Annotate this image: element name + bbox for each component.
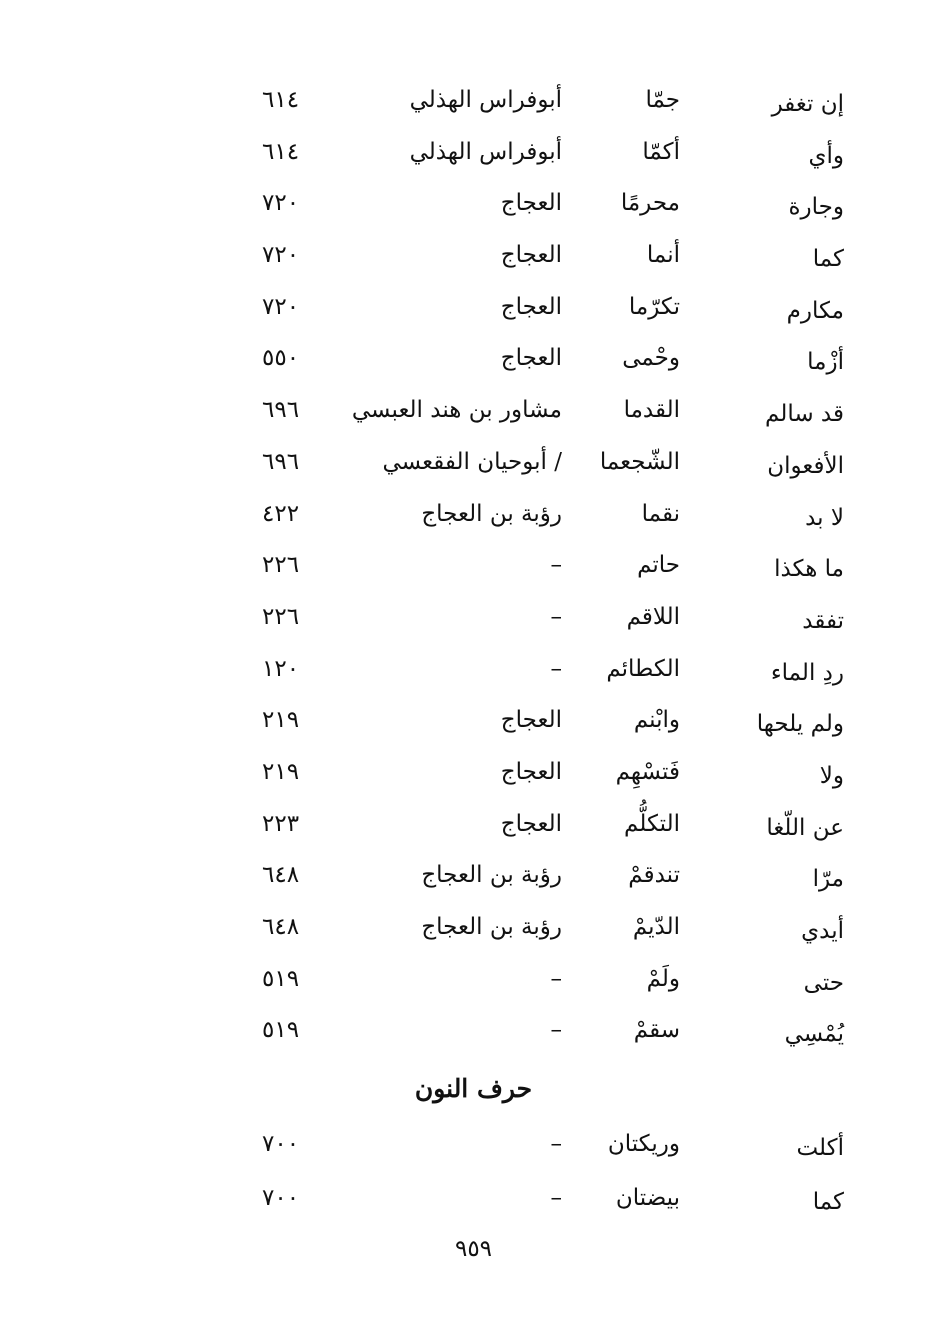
verse-end: تندقمْ	[628, 862, 680, 889]
verse-end: محرمًا	[620, 190, 680, 217]
verse-end: وحْمى	[622, 345, 680, 372]
table-row	[0, 130, 947, 182]
page-reference: ٦٩٦	[262, 448, 300, 475]
verse-start: كما	[812, 246, 844, 273]
verse-start: وجارة	[788, 194, 844, 221]
rhyme-index-table-nun	[0, 1122, 947, 1230]
page-reference: ٦٩٦	[262, 397, 300, 424]
page-reference: ٢٢٦	[262, 552, 300, 579]
verse-end: جمّا	[645, 87, 680, 113]
poet-name: أبوفراس الهذلي	[409, 138, 562, 165]
poet-name: –	[550, 655, 562, 682]
table-row	[0, 78, 947, 130]
table-row	[0, 1176, 947, 1230]
page-reference: ٧٢٠	[262, 190, 300, 217]
table-row	[0, 233, 947, 285]
page-reference: ١٢٠	[262, 655, 300, 682]
verse-start: لا بد	[805, 504, 844, 531]
rhyme-index-table-mim	[0, 78, 947, 1060]
poet-name: العجاج	[500, 758, 562, 785]
page-reference: ٢١٩	[262, 758, 300, 785]
poet-name: العجاج	[500, 345, 562, 372]
verse-end: حاتم	[637, 552, 680, 579]
poet-name: –	[550, 1131, 562, 1157]
poet-name: رؤبة بن العجاج	[421, 914, 562, 940]
verse-start: أيدي	[801, 918, 844, 944]
poet-name: العجاج	[500, 810, 562, 837]
verse-start: الأفعوان	[767, 452, 844, 479]
page-reference: ٧٢٠	[262, 242, 300, 269]
verse-end: ولَمْ	[646, 965, 680, 992]
table-row	[0, 388, 947, 440]
verse-end: الشّجعما	[599, 448, 680, 475]
page-reference: ٧٢٠	[262, 293, 300, 320]
page-reference: ٦٤٨	[262, 914, 300, 940]
table-row	[0, 957, 947, 1009]
table-row	[0, 905, 947, 957]
poet-name: –	[550, 603, 562, 630]
verse-end: التكلُّم	[624, 810, 680, 837]
table-row	[0, 1122, 947, 1176]
verse-start: قد سالم	[765, 401, 844, 428]
poet-name: رؤبة بن العجاج	[421, 500, 562, 527]
page-reference: ٢٢٣	[262, 810, 300, 837]
verse-start: كما	[812, 1189, 844, 1215]
verse-end: فَتسْهِم	[615, 758, 680, 785]
verse-end: نقما	[641, 500, 680, 527]
poet-name: العجاج	[500, 190, 562, 217]
table-row	[0, 440, 947, 492]
table-row	[0, 543, 947, 595]
poet-name: رؤبة بن العجاج	[421, 862, 562, 889]
table-row	[0, 698, 947, 750]
poet-name: العجاج	[500, 242, 562, 269]
table-row	[0, 595, 947, 647]
poet-name: / أبوحيان الفقعسي	[382, 448, 562, 475]
verse-start: مكارم	[786, 297, 844, 324]
poet-name: العجاج	[500, 707, 562, 734]
verse-start: ردِ الماء	[770, 659, 844, 686]
page-number: ٩٥٩	[454, 1236, 493, 1262]
verse-end: وريكتان	[607, 1131, 680, 1157]
verse-start: ولا	[819, 762, 844, 789]
section-heading: حرف النون	[414, 1074, 533, 1103]
verse-end: الكطائم	[606, 655, 680, 682]
verse-end: اللاقم	[626, 603, 680, 630]
poet-name: –	[550, 965, 562, 992]
page-reference: ٢١٩	[262, 707, 300, 734]
verse-end: وابْنم	[633, 707, 680, 734]
verse-start: وأي	[808, 142, 844, 169]
page-reference: ٤٢٢	[262, 500, 300, 527]
page-reference: ٧٠٠	[262, 1185, 300, 1211]
table-row	[0, 802, 947, 854]
page-reference: ٦٤٨	[262, 862, 300, 889]
table-row	[0, 750, 947, 802]
verse-start: ما هكذا	[774, 556, 844, 583]
verse-end: تكرّما	[628, 293, 680, 320]
page-reference: ٦١٤	[262, 138, 300, 165]
table-row	[0, 181, 947, 233]
verse-start: عن اللّغا	[766, 814, 844, 841]
table-row	[0, 647, 947, 699]
table-row	[0, 1008, 947, 1060]
verse-start: يُمْسِي	[784, 1021, 844, 1048]
table-row	[0, 336, 947, 388]
poet-name: –	[550, 1017, 562, 1044]
verse-end: أنما	[646, 242, 680, 269]
verse-start: مرّا	[812, 866, 844, 893]
verse-end: أكمّا	[642, 138, 680, 165]
page-reference: ٦١٤	[262, 87, 300, 113]
table-row	[0, 492, 947, 544]
verse-end: بيضتان	[615, 1185, 680, 1211]
verse-end: الدّيمْ	[632, 914, 680, 940]
table-row	[0, 853, 947, 905]
verse-start: أكلت	[796, 1135, 844, 1161]
verse-start: حتى	[803, 969, 844, 996]
page-reference: ٢٢٦	[262, 603, 300, 630]
poet-name: مشاور بن هند العبسي	[351, 397, 562, 424]
verse-start: أزْما	[807, 349, 844, 376]
verse-end: سقمْ	[633, 1017, 680, 1044]
table-row	[0, 285, 947, 337]
page-reference: ٧٠٠	[262, 1131, 300, 1157]
poet-name: –	[550, 1185, 562, 1211]
poet-name: أبوفراس الهذلي	[409, 87, 562, 113]
page-reference: ٥١٩	[262, 965, 300, 992]
verse-start: إن تغفر	[771, 91, 844, 117]
verse-start: ولم يلحها	[756, 711, 844, 738]
page-reference: ٥٥٠	[262, 345, 300, 372]
verse-start: تفقد	[802, 607, 844, 634]
page-reference: ٥١٩	[262, 1017, 300, 1044]
verse-end: القدما	[623, 397, 680, 424]
poet-name: –	[550, 552, 562, 579]
poet-name: العجاج	[500, 293, 562, 320]
